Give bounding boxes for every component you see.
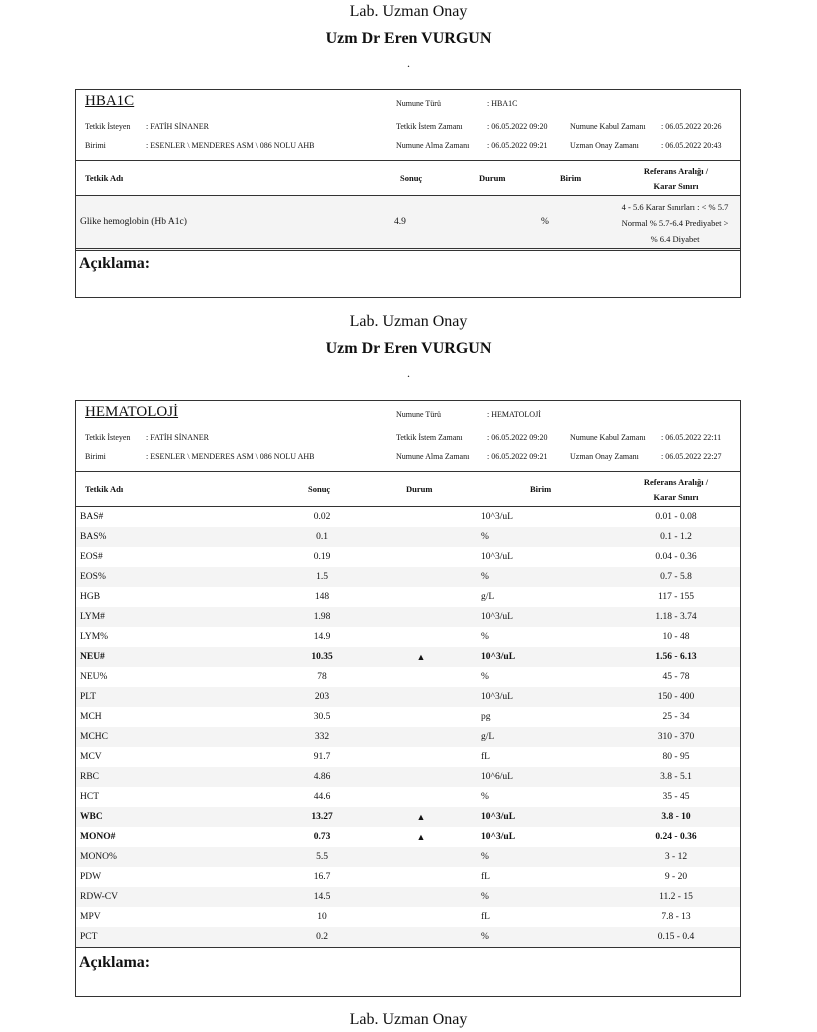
hba1c-comment-box [75, 248, 741, 298]
hematology-column-headers [76, 472, 740, 507]
test-name: LYM# [80, 612, 105, 622]
result-value: 16.7 [313, 872, 331, 882]
table-row [76, 547, 740, 567]
requester-value: : FATİH SİNANER [146, 122, 209, 131]
result-value: 0.2 [316, 932, 328, 942]
reference-range: 0.01 - 0.08 [655, 512, 697, 522]
unit-value: : ESENLER \ MENDERES ASM \ 086 NOLU AHB [146, 452, 315, 461]
test-name: LYM% [80, 632, 109, 642]
hematology-header [76, 401, 740, 472]
requester-value: : FATİH SİNANER [146, 433, 209, 442]
result-value: 1.5 [316, 572, 328, 582]
request-time-label: Tetkik İstem Zamanı [396, 433, 463, 442]
table-row [76, 807, 740, 827]
test-name: HGB [80, 592, 101, 602]
table-row [76, 727, 740, 747]
approval-block-bottom [0, 1008, 817, 1032]
result-value: 30.5 [313, 712, 331, 722]
hba1c-column-headers [76, 161, 740, 196]
unit-value: % [481, 532, 489, 542]
table-row [76, 747, 740, 767]
col-reference-line2: Karar Sınırı [653, 492, 699, 502]
result-value: 78 [317, 672, 327, 682]
reference-range: 25 - 34 [662, 712, 690, 722]
reference-range: 35 - 45 [662, 792, 690, 802]
hba1c-unit: % [541, 217, 549, 227]
unit-value: % [481, 632, 489, 642]
collection-time-label: Numune Alma Zamanı [396, 141, 470, 150]
hba1c-title: HBA1C [85, 93, 135, 109]
test-name: RBC [80, 772, 100, 782]
test-name: MCHC [80, 732, 108, 742]
unit-value: 10^3/uL [481, 512, 513, 522]
unit-label: Birimi [85, 141, 106, 150]
table-row [76, 867, 740, 887]
result-value: 203 [314, 692, 330, 702]
reference-range: 3 - 12 [664, 852, 688, 862]
unit-value: 10^6/uL [481, 772, 513, 782]
table-row [76, 787, 740, 807]
sample-type-label: Numune Türü [396, 410, 441, 419]
hba1c-panel [75, 89, 741, 251]
reference-range: 1.18 - 3.74 [655, 612, 697, 622]
hba1c-test-name: Glike hemoglobin (Hb A1c) [80, 217, 187, 227]
col-status: Durum [479, 173, 506, 183]
unit-label: Birimi [85, 452, 106, 461]
result-value: 14.9 [313, 632, 331, 642]
table-row [76, 687, 740, 707]
col-reference [621, 475, 731, 505]
test-name: NEU% [80, 672, 108, 682]
unit-value: % [481, 672, 489, 682]
hematology-comment-label: Açıklama: [79, 954, 151, 971]
approval-time-label: Uzman Onay Zamanı [570, 141, 639, 150]
table-row [76, 847, 740, 867]
test-name: MONO% [80, 852, 117, 862]
table-row [76, 767, 740, 787]
approval-doctor-name: Uzm Dr Eren VURGUN [325, 30, 492, 47]
table-row [76, 887, 740, 907]
reference-range: 9 - 20 [664, 872, 688, 882]
approval-block-middle [0, 310, 817, 382]
test-name: MCH [80, 712, 102, 722]
col-result: Sonuç [308, 484, 331, 494]
result-value: 148 [314, 592, 330, 602]
unit-value: fL [481, 912, 490, 922]
result-value: 14.5 [313, 892, 331, 902]
result-value: 4.86 [313, 772, 331, 782]
table-row [76, 527, 740, 547]
unit-value: % [481, 932, 489, 942]
reference-range: 1.56 - 6.13 [655, 652, 697, 662]
unit-value: g/L [481, 592, 495, 602]
col-result: Sonuç [400, 173, 423, 183]
sample-type-label: Numune Türü [396, 99, 441, 108]
test-name: MPV [80, 912, 101, 922]
approval-dot: . [407, 56, 410, 70]
test-name: HCT [80, 792, 99, 802]
hba1c-reference [609, 199, 741, 247]
collection-time-value: : 06.05.2022 09:21 [487, 452, 548, 461]
test-name: BAS% [80, 532, 107, 542]
approval-time-value: : 06.05.2022 22:27 [661, 452, 722, 461]
test-name: EOS# [80, 552, 103, 562]
hba1c-comment-label: Açıklama: [79, 255, 151, 272]
unit-value: 10^3/uL [481, 552, 513, 562]
col-reference [621, 164, 731, 194]
result-value: 13.27 [311, 812, 333, 822]
unit-value: % [481, 572, 489, 582]
test-name: WBC [80, 812, 103, 822]
approval-time-label: Uzman Onay Zamanı [570, 452, 639, 461]
table-row [76, 567, 740, 587]
request-time-value: : 06.05.2022 09:20 [487, 122, 548, 131]
hematology-panel [75, 400, 741, 948]
col-unit: Birim [560, 173, 582, 183]
test-name: PDW [80, 872, 102, 882]
sample-type-value: : HEMATOLOJİ [487, 410, 541, 419]
accept-time-label: Numune Kabul Zamanı [570, 433, 646, 442]
hematology-comment-box [75, 947, 741, 997]
hba1c-reference-line3: % 6.4 Diyabet [650, 234, 700, 244]
reference-range: 11.2 - 15 [659, 892, 693, 902]
test-name: RDW-CV [80, 892, 118, 902]
result-value: 0.19 [313, 552, 331, 562]
accept-time-value: : 06.05.2022 22:11 [661, 433, 722, 442]
reference-range: 80 - 95 [662, 752, 690, 762]
reference-range: 117 - 155 [657, 592, 695, 602]
col-status: Durum [406, 484, 433, 494]
table-row [76, 827, 740, 847]
reference-range: 10 - 48 [662, 632, 690, 642]
test-name: PCT [80, 932, 98, 942]
reference-range: 150 - 400 [657, 692, 695, 702]
test-name: EOS% [80, 572, 106, 582]
unit-value: g/L [481, 732, 495, 742]
col-reference-line1: Referans Aralığı / [643, 166, 709, 176]
unit-value: 10^3/uL [481, 832, 516, 842]
table-row [76, 707, 740, 727]
test-name: NEU# [80, 652, 105, 662]
reference-range: 310 - 370 [657, 732, 695, 742]
requester-label: Tetkik İsteyen [85, 433, 131, 442]
col-test-name: Tetkik Adı [85, 173, 124, 183]
high-flag-icon: ▲ [416, 652, 426, 662]
col-test-name: Tetkik Adı [85, 484, 124, 494]
result-value: 0.73 [313, 832, 331, 842]
approval-doctor-name: Uzm Dr Eren VURGUN [325, 340, 492, 357]
high-flag-icon: ▲ [416, 812, 426, 822]
reference-range: 0.04 - 0.36 [655, 552, 697, 562]
col-unit: Birim [530, 484, 552, 494]
reference-range: 45 - 78 [662, 672, 690, 682]
test-name: BAS# [80, 512, 104, 522]
col-reference-line2: Karar Sınırı [653, 181, 699, 191]
unit-value: % [481, 892, 489, 902]
approval-dot: . [407, 366, 410, 380]
unit-value: 10^3/uL [481, 612, 513, 622]
unit-value: fL [481, 872, 490, 882]
table-row [76, 667, 740, 687]
result-value: 0.1 [316, 532, 328, 542]
unit-value: pg [481, 712, 491, 722]
reference-range: 3.8 - 10 [661, 812, 691, 822]
reference-range: 0.24 - 0.36 [655, 832, 697, 842]
reference-range: 7.8 - 13 [661, 912, 691, 922]
result-value: 5.5 [316, 852, 328, 862]
test-name: MONO# [80, 832, 116, 842]
approval-time-value: : 06.05.2022 20:43 [661, 141, 722, 150]
col-reference-line1: Referans Aralığı / [643, 477, 709, 487]
hba1c-result-row [76, 196, 740, 250]
unit-value: 10^3/uL [481, 692, 513, 702]
table-row [76, 647, 740, 667]
hba1c-reference-line2: Normal % 5.7-6.4 Prediyabet > [621, 218, 729, 228]
hematology-results-table [76, 507, 740, 947]
sample-type-value: : HBA1C [487, 99, 518, 108]
table-row [76, 907, 740, 927]
requester-label: Tetkik İsteyen [85, 122, 131, 131]
unit-value: : ESENLER \ MENDERES ASM \ 086 NOLU AHB [146, 141, 315, 150]
result-value: 91.7 [313, 752, 331, 762]
accept-time-value: : 06.05.2022 20:26 [661, 122, 722, 131]
hba1c-header [76, 90, 740, 161]
approval-lab-label: Lab. Uzman Onay [349, 313, 468, 330]
request-time-value: : 06.05.2022 09:20 [487, 433, 548, 442]
request-time-label: Tetkik İstem Zamanı [396, 122, 463, 131]
hematology-title: HEMATOLOJİ [85, 404, 179, 420]
approval-lab-label: Lab. Uzman Onay [349, 1011, 468, 1028]
collection-time-label: Numune Alma Zamanı [396, 452, 470, 461]
unit-value: % [481, 852, 489, 862]
table-row [76, 607, 740, 627]
high-flag-icon: ▲ [416, 832, 426, 842]
reference-range: 0.1 - 1.2 [660, 532, 692, 542]
table-row [76, 587, 740, 607]
reference-range: 0.7 - 5.8 [660, 572, 692, 582]
unit-value: 10^3/uL [481, 652, 516, 662]
accept-time-label: Numune Kabul Zamanı [570, 122, 646, 131]
table-row [76, 627, 740, 647]
test-name: MCV [80, 752, 102, 762]
table-row [76, 507, 740, 527]
result-value: 1.98 [313, 612, 331, 622]
unit-value: fL [481, 752, 490, 762]
result-value: 10 [317, 912, 327, 922]
hba1c-result-value: 4.9 [394, 217, 406, 227]
result-value: 0.02 [313, 512, 331, 522]
hba1c-reference-line1: 4 - 5.6 Karar Sınırları : < % 5.7 [621, 202, 729, 212]
result-value: 44.6 [313, 792, 331, 802]
collection-time-value: : 06.05.2022 09:21 [487, 141, 548, 150]
reference-range: 3.8 - 5.1 [660, 772, 692, 782]
result-value: 332 [314, 732, 330, 742]
table-row [76, 927, 740, 947]
unit-value: % [481, 792, 489, 802]
approval-lab-label: Lab. Uzman Onay [349, 3, 468, 20]
result-value: 10.35 [311, 652, 333, 662]
test-name: PLT [80, 692, 97, 702]
unit-value: 10^3/uL [481, 812, 516, 822]
reference-range: 0.15 - 0.4 [657, 932, 695, 942]
approval-block-top [0, 0, 817, 72]
